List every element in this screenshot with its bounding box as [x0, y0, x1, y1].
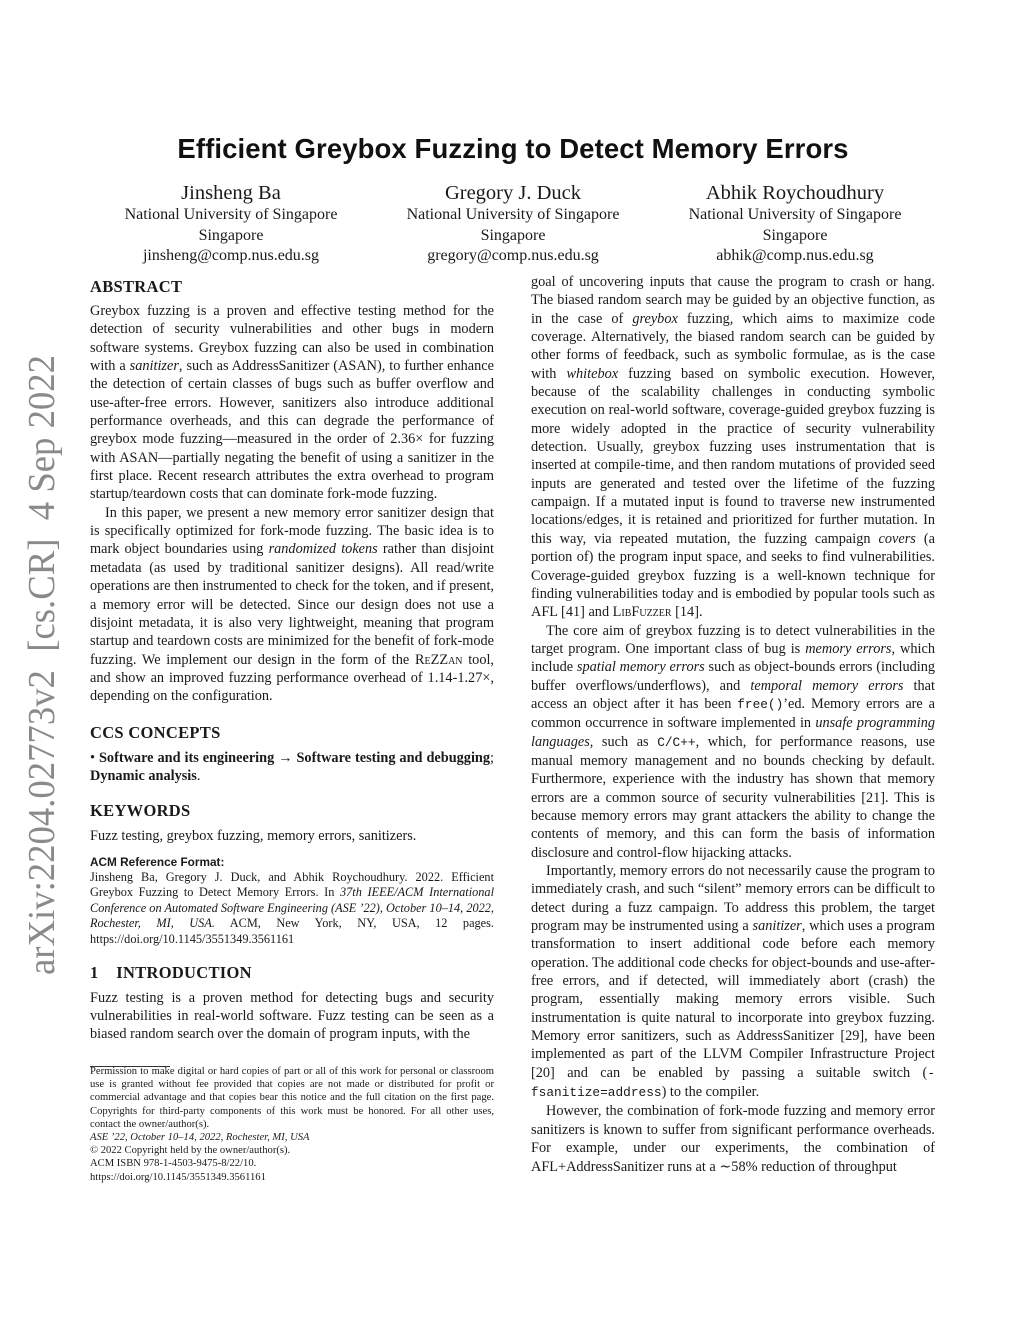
author-email[interactable]: jinsheng@comp.nus.edu.sg	[142, 247, 320, 264]
copyright-line: © 2022 Copyright held by the owner/author(s).	[90, 1145, 291, 1157]
ccs-concepts: • Software and its engineering → Software testing and debugging; Dynamic analysis.	[90, 749, 494, 784]
copyright-footnote	[90, 1065, 494, 1184]
author-name: Jinsheng Ba	[181, 182, 281, 204]
author-country: Singapore	[762, 226, 828, 244]
author-name: Gregory J. Duck	[444, 182, 582, 204]
permission-notice: Permission to make digital or hard copies of part or all of this work for personal or classroom use is granted without fee provided that copies are not made or distributed for profit or commercial advantage and that copies bear this notice and the full citation on the first page. Copyrights for third-party components of this work must be honored. For all other uses, contact the owner/author(s).	[90, 1066, 494, 1130]
author-3	[654, 181, 936, 267]
author-country: Singapore	[480, 226, 546, 244]
author-email[interactable]: abhik@comp.nus.edu.sg	[716, 247, 874, 264]
keywords-text: Fuzz testing, greybox fuzzing, memory errors, sanitizers.	[90, 828, 417, 845]
venue-line: ASE ’22, October 10–14, 2022, Rochester, MI, USA	[90, 1132, 310, 1144]
author-affiliation: National University of Singapore	[406, 206, 620, 223]
intro-paragraph-2: The core aim of greybox fuzzing is to detect vulnerabilities in the target program. One important class of bug is memory errors, which include spatial memory errors such as object-bounds errors (including buffer overflows/underflows), and temporal memory errors that access an object after it has been free()’ed. Memory errors are a common occurrence in software implemented in unsafe programming languages, such as C/C++, which, for performance reasons, use manual memory management and no bounds checking by default. Furthermore, experience with the industry has shown that memory errors are a common source of security vulnerabilities [21]. This is because memory errors may grant attackers the ability to change the contents of memory, and this can form the basis of information disclosure and control-flow hijacking attacks.	[531, 622, 936, 861]
author-1	[90, 181, 372, 267]
intro-paragraph-4: However, the combination of fork-mode fuzzing and memory error sanitizers is known to suffer from significant performance overheads. For example, under our experiments, the combination of AFL+AddressSanitizer runs at a ∼58% reduction of throughput	[531, 1103, 935, 1175]
introduction-heading: 1 INTRODUCTION	[90, 962, 252, 982]
acm-reference-text: Jinsheng Ba, Gregory J. Duck, and Abhik Roychoudhury. 2022. Efficient Greybox Fuzzing to Detect Memory Errors. In 37th IEEE/ACM International Conference on Automated Software Engineering (ASE ’22), October 10–14, 2022, Rochester, MI, USA. ACM, New York, NY, USA, 12 pages. https://doi.org/10.1145/3551349.3561161	[90, 869, 495, 946]
author-affiliation: National University of Singapore	[688, 206, 902, 223]
paper-title: Efficient Greybox Fuzzing to Detect Memory Errors	[177, 133, 849, 164]
author-block	[90, 181, 936, 267]
arxiv-id-text: arXiv:2204.02773v2 [cs.CR] 4 Sep 2022	[21, 350, 63, 975]
isbn-line: ACM ISBN 978-1-4503-9475-8/22/10.	[90, 1158, 257, 1170]
abstract-paragraph-1: Greybox fuzzing is a proven and effective testing method for the detection of security vulnerabilities and other bugs in modern software systems. Greybox fuzzing can also be used in combination with a sanitizer, such as AddressSanitizer (ASAN), to further enhance the detection of certain classes of bugs such as buffer overflow and use-after-free errors. However, sanitizers also introduce additional performance overheads, and this can degrade the performance of greybox mode fuzzing—measured in the order of 2.36× for fuzzing with ASAN—partially negating the benefit of using a sanitizer in the first place. Recent research attributes the extra overhead to program startup/teardown costs that can dominate fork-mode fuzzing.	[90, 303, 494, 503]
author-email[interactable]: gregory@comp.nus.edu.sg	[427, 247, 599, 264]
author-name: Abhik Roychoudhury	[705, 182, 885, 204]
ccs-heading: CCS CONCEPTS	[90, 722, 221, 742]
author-country: Singapore	[198, 226, 264, 244]
introduction-paragraph-1: Fuzz testing is a proven method for detecting bugs and security vulnerabilities in real-world software. Fuzz testing can be seen as a biased random search over the domain of program inputs, with the	[90, 989, 494, 1043]
doi-link[interactable]: https://doi.org/10.1145/3551349.3561161	[90, 1171, 266, 1183]
abstract-heading: ABSTRACT	[90, 277, 183, 296]
abstract-paragraph-2: In this paper, we present a new memory error sanitizer design that is specifically optimized for fork-mode fuzzing. The basic idea is to mark object boundaries using randomized tokens rather than disjoint metadata (as used by traditional sanitizer designs). All read/write operations are then instrumented to check for the token, and if present, a memory error will be detected. Since our design does not use a disjoint metadata, it is also very lightweight, meaning that program startup and teardown costs are minimized for the benefit of fork-mode fuzzing. We implement our design in the form of the ReZZan tool, and show an improved fuzzing performance overhead of 1.14-1.27×, depending on the configuration.	[90, 504, 495, 705]
acm-reference-heading: ACM Reference Format:	[90, 854, 225, 869]
keywords-heading: KEYWORDS	[90, 801, 191, 821]
arxiv-identifier-stamp	[2, 350, 72, 980]
author-2	[372, 181, 654, 267]
left-column	[90, 277, 494, 1044]
author-affiliation: National University of Singapore	[124, 206, 338, 223]
intro-paragraph-continued: goal of uncovering inputs that cause the program to crash or hang. The biased random search may be guided by an objective function, as in the case of greybox fuzzing, which aims to maximize code coverage. Alternatively, the biased random search can be guided by other forms of feedback, such as symbolic formulae, as is the case with whitebox fuzzing based on symbolic execution. However, because of the scalability challenges in conducting symbolic execution on real-world software, coverage-guided greybox fuzzing is more widely adopted in the practice of security vulnerability detection. Usually, greybox fuzzing uses instrumentation that is inserted at compile-time, and then random mutations of provided seed inputs are generated and tested over the lifetime of the fuzzing campaign. If a mutated input is found to traverse new instrumented locations/edges, it is retained and prioritized for further mutation. In this way, via repeated mutation, the fuzzing campaign covers (a portion of) the program input space, and seeks to find vulnerabilities. Coverage-guided greybox fuzzing is a well-known technique for finding vulnerabilities today and is embodied by popular tools such as AFL [41] and LibFuzzer [14].	[531, 274, 935, 621]
right-column	[531, 273, 935, 1176]
intro-paragraph-3: Importantly, memory errors do not necessarily cause the program to immediately crash, and such “silent” memory errors can be difficult to detect during a fuzz campaign. To address this problem, the target program may be instrumented using a sanitizer, which uses a program transformation to insert additional code before each memory operation. The additional code checks for object-bounds and use-after-free errors, and if detected, will immediately abort (crash) the program, essentially making memory errors visible. Such instrumentation is quite natural to incorporate into greybox fuzzing. Memory error sanitizers, such as AddressSanitizer [29], have been implemented as part of the LLVM Compiler Infrastructure Project [20] and can be enabled by passing a suitable switch (-fsanitize=address) to the compiler.	[531, 863, 935, 1101]
